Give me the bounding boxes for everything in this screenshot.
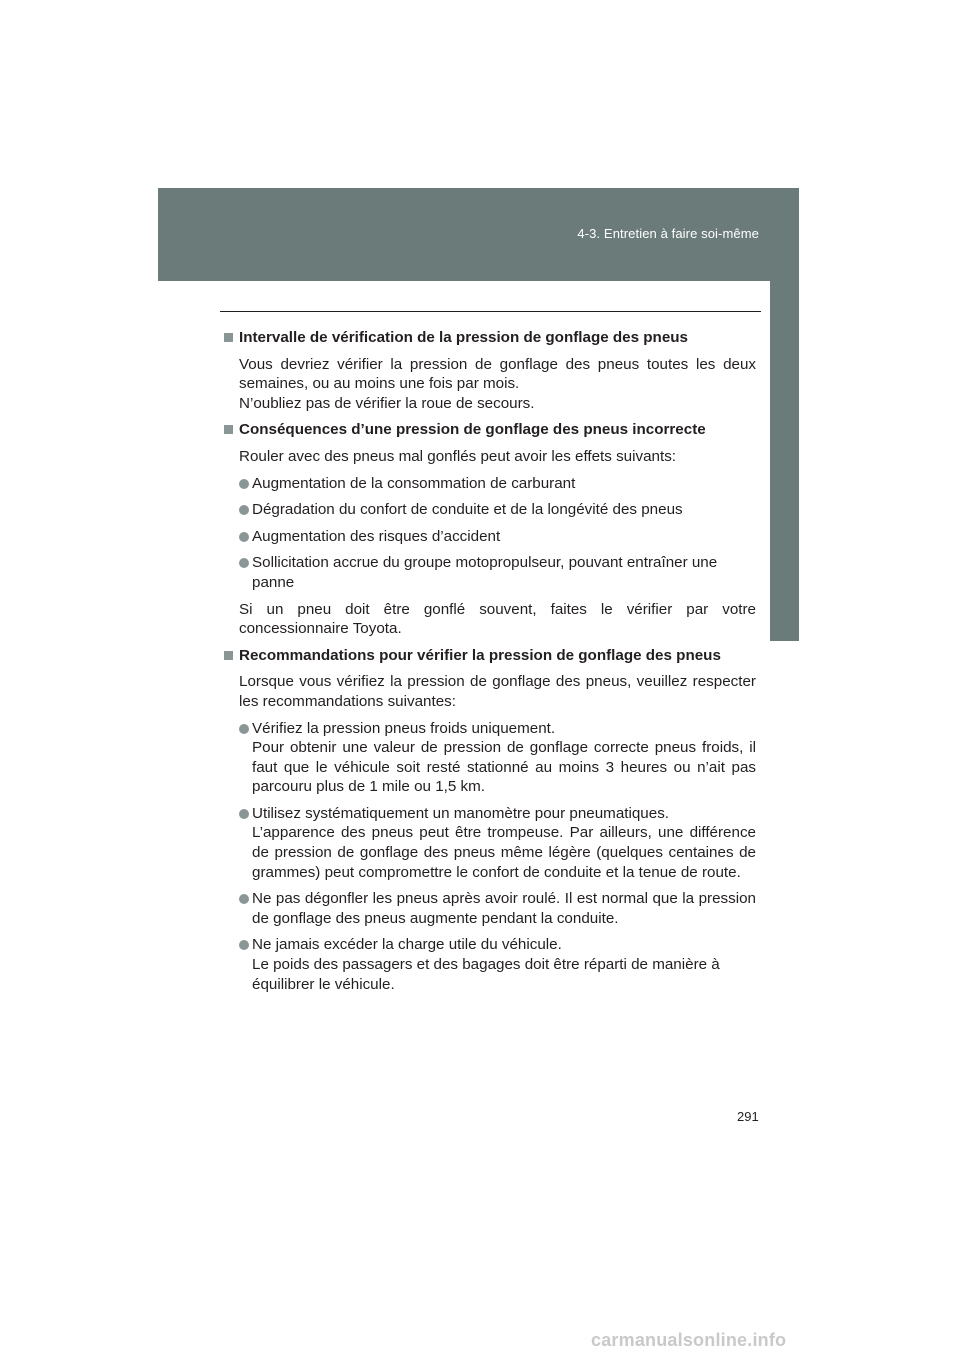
list-item: Dégradation du confort de conduite et de la longévité des pneus — [239, 500, 756, 520]
section-check-interval — [222, 328, 756, 413]
circle-bullet-icon — [239, 479, 249, 489]
side-tab-label: Entretien et soin — [770, 717, 784, 805]
list-item: Augmentation des risques d’accident — [239, 527, 756, 547]
circle-bullet-icon — [239, 940, 249, 950]
section-title: Recommandations pour vérifier la pression de gonflage des pneus — [222, 646, 756, 666]
circle-bullet-icon — [239, 894, 249, 904]
section-consequences — [222, 420, 756, 638]
list-item: Ne pas dégonfler les pneus après avoir roulé. Il est normal que la pression de gonflage des pneus augmente pendant la conduite. — [239, 889, 756, 928]
circle-bullet-icon — [239, 558, 249, 568]
circle-bullet-icon — [239, 724, 249, 734]
side-tab-number: 4 — [781, 661, 788, 673]
section-recommendations — [222, 646, 756, 995]
list-item: Utilisez systématiquement un manomètre pour pneumatiques. L’apparence des pneus peut être trompeuse. Par ailleurs, une différence de pression de gonflage des pneus même légère (quelques centaines de grammes) peut compromettre le confort de conduite et la tenue de route. — [239, 804, 756, 882]
header-title: 4-3. Entretien à faire soi-même — [577, 226, 759, 241]
circle-bullet-icon — [239, 809, 249, 819]
paragraph: Si un pneu doit être gonflé souvent, faites le vérifier par votre concessionnaire Toyota. — [239, 600, 756, 638]
square-bullet-icon — [224, 333, 233, 342]
paragraph: Vous devriez vérifier la pression de gonflage des pneus toutes les deux semaines, ou au moins une fois par mois. N’oubliez pas de vérifier la roue de secours. — [239, 355, 756, 412]
list-item: Ne jamais excéder la charge utile du véhicule. Le poids des passagers et des bagages doit être réparti de manière à équilibrer le véhicule. — [239, 935, 756, 994]
header-rule — [220, 311, 761, 312]
paragraph: Lorsque vous vérifiez la pression de gonflage des pneus, veuillez respecter les recommandations suivantes: — [239, 673, 756, 710]
section-title: Conséquences d’une pression de gonflage des pneus incorrecte — [222, 420, 756, 440]
watermark: carmanualsonline.info — [591, 1330, 787, 1350]
page-number: 291 — [737, 1109, 759, 1124]
square-bullet-icon — [224, 651, 233, 660]
paragraph: Rouler avec des pneus mal gonflés peut avoir les effets suivants: — [239, 447, 677, 465]
list-item: Sollicitation accrue du groupe motopropulseur, pouvant entraîner une panne — [239, 553, 756, 592]
square-bullet-icon — [224, 425, 233, 434]
main-content — [222, 328, 756, 1001]
side-tab — [770, 281, 799, 805]
header-band — [158, 188, 799, 281]
circle-bullet-icon — [239, 505, 249, 515]
list-item: Augmentation de la consommation de carburant — [239, 474, 756, 494]
list-item: Vérifiez la pression pneus froids uniquement. Pour obtenir une valeur de pression de gonflage correcte pneus froids, il faut que le véhicule soit resté stationné au moins 3 heures ou n’ait pas parcouru plus de 1 mile ou 1,5 km. — [239, 719, 756, 797]
section-title: Intervalle de vérification de la pression de gonflage des pneus — [222, 328, 756, 348]
circle-bullet-icon — [239, 532, 249, 542]
